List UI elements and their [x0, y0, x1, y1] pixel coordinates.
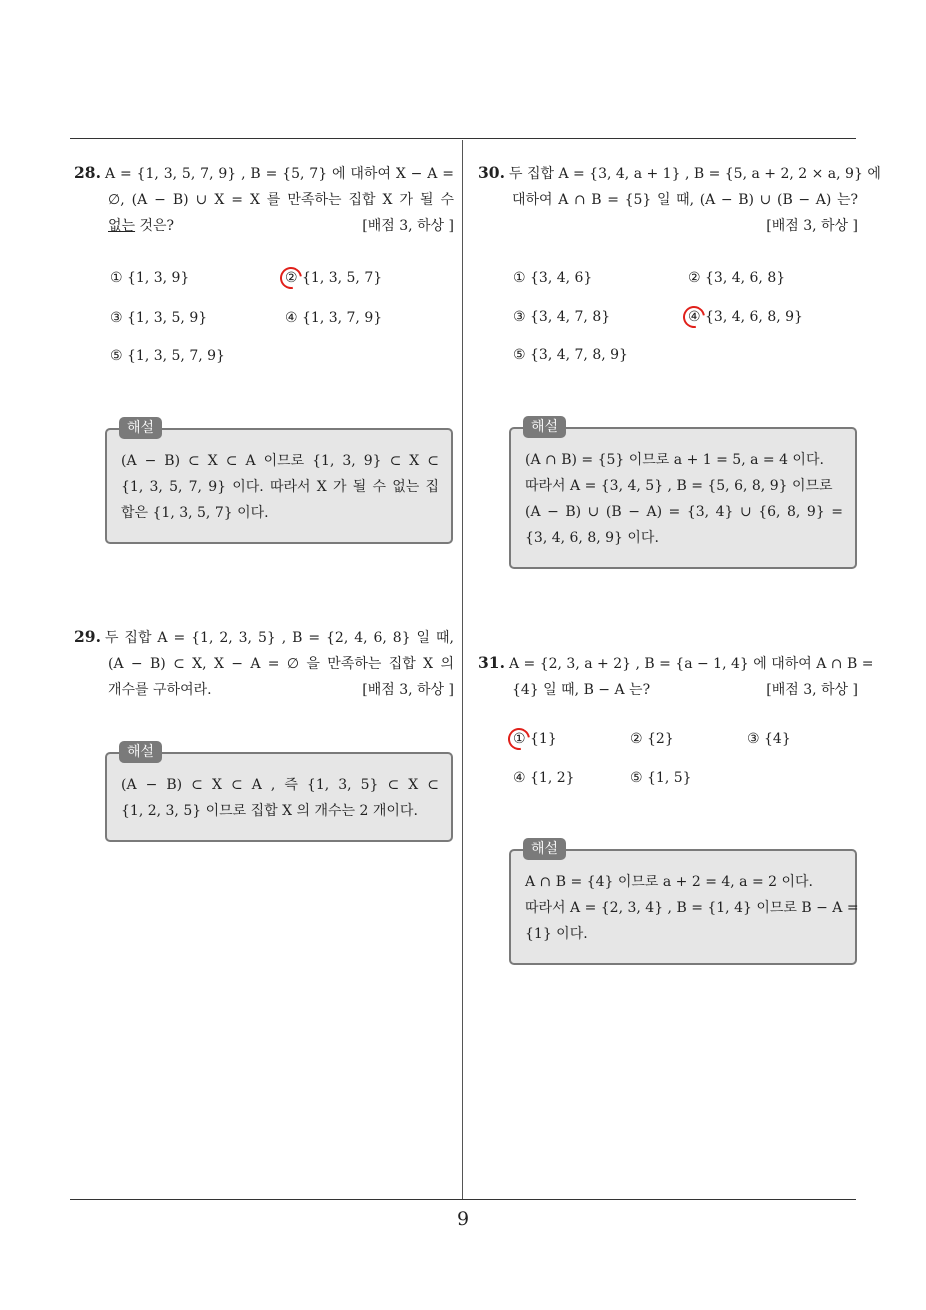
problem-28: [74, 160, 454, 239]
choice-2[interactable]: ② {3, 4, 6, 8}: [688, 270, 786, 286]
problem-number: 29.: [74, 627, 101, 646]
choice-1[interactable]: ① {1}: [513, 731, 557, 747]
solution-box-31: [509, 841, 859, 965]
choice-3[interactable]: ③ {4}: [747, 731, 791, 747]
problem-number: 28.: [74, 163, 101, 182]
question-line: 없는 것은? [배점 3, 하상 ]: [74, 213, 454, 239]
choice-4[interactable]: ④ {3, 4, 6, 8, 9}: [688, 309, 803, 325]
column-divider: [462, 140, 463, 1200]
question-line: 대하여 A ∩ B = {5} 일 때, (A − B) ∪ (B − A) 는?: [512, 192, 858, 208]
problem-31: [478, 650, 874, 703]
question-line: 개수를 구하여라. [배점 3, 하상 ]: [74, 677, 454, 703]
problem-number: 31.: [478, 653, 505, 672]
points-meta: [배점 3, 하상 ]: [362, 218, 454, 234]
solution-label: 해설: [523, 416, 566, 438]
solution-line: 따라서 A = {3, 4, 5} , B = {5, 6, 8, 9} 이므로: [525, 478, 833, 494]
points-meta: [배점 3, 하상 ]: [766, 218, 858, 234]
solution-line: (A ∩ B) = {5} 이므로 a + 1 = 5, a = 4 이다.: [525, 452, 824, 468]
choice-4[interactable]: ④ {1, 3, 7, 9}: [285, 310, 383, 326]
solution-label: 해설: [523, 838, 566, 860]
question-line: ∅, (A − B) ∪ X = X 를 만족하는 집합 X 가 될 수: [108, 192, 454, 208]
bottom-rule: [70, 1199, 856, 1200]
question-line: {4} 일 때, B − A 는? [배점 3, 하상 ]: [478, 677, 858, 703]
problem-29: [74, 624, 454, 703]
question-line: (A − B) ⊂ X, X − A = ∅ 을 만족하는 집합 X 의: [108, 656, 454, 672]
solution-line: (A − B) ⊂ X ⊂ A 이므로 {1, 3, 9} ⊂ X ⊂: [121, 453, 439, 469]
solution-line: (A − B) ∪ (B − A) = {3, 4} ∪ {6, 8, 9} =: [525, 504, 843, 520]
choice-1[interactable]: ① {1, 3, 9}: [110, 270, 190, 286]
question-line: 29. 두 집합 A = {1, 2, 3, 5} , B = {2, 4, 6, 8} 일 때,: [74, 627, 454, 646]
solution-line: (A − B) ⊂ X ⊂ A , 즉 {1, 3, 5} ⊂ X ⊂: [121, 777, 439, 793]
problem-number: 30.: [478, 163, 505, 182]
solution-line: {1, 2, 3, 5} 이므로 집합 X 의 개수는 2 개이다.: [121, 803, 418, 819]
choice-2[interactable]: ② {2}: [630, 731, 674, 747]
choice-3[interactable]: ③ {1, 3, 5, 9}: [110, 310, 208, 326]
solution-box-28: [105, 420, 453, 544]
choice-5[interactable]: ⑤ {3, 4, 7, 8, 9}: [513, 347, 628, 363]
choice-1[interactable]: ① {3, 4, 6}: [513, 270, 593, 286]
solution-line: A ∩ B = {4} 이므로 a + 2 = 4, a = 2 이다.: [525, 874, 814, 890]
points-meta: [배점 3, 하상 ]: [766, 682, 858, 698]
solution-line: {3, 4, 6, 8, 9} 이다.: [525, 530, 659, 546]
problem-30: [478, 160, 881, 239]
solution-box-29: [105, 744, 453, 842]
page-number: 9: [456, 1208, 470, 1230]
solution-line: {1} 이다.: [525, 926, 588, 942]
solution-label: 해설: [119, 417, 162, 439]
choice-5[interactable]: ⑤ {1, 5}: [630, 770, 692, 786]
choice-3[interactable]: ③ {3, 4, 7, 8}: [513, 309, 611, 325]
points-meta: [배점 3, 하상 ]: [362, 682, 454, 698]
top-rule: [70, 138, 856, 139]
choice-2[interactable]: ② {1, 3, 5, 7}: [285, 270, 383, 286]
choice-5[interactable]: ⑤ {1, 3, 5, 7, 9}: [110, 348, 225, 364]
question-line: 28. A = {1, 3, 5, 7, 9} , B = {5, 7} 에 대하여 X − A =: [74, 163, 454, 182]
solution-line: 합은 {1, 3, 5, 7} 이다.: [121, 505, 269, 521]
solution-label: 해설: [119, 741, 162, 763]
solution-line: {1, 3, 5, 7, 9} 이다. 따라서 X 가 될 수 없는 집: [121, 479, 439, 495]
question-line: 30. 두 집합 A = {3, 4, a + 1} , B = {5, a + 2, 2 × a, 9} 에: [478, 163, 881, 182]
solution-box-30: [509, 419, 857, 569]
solution-line: 따라서 A = {2, 3, 4} , B = {1, 4} 이므로 B − A =: [525, 900, 859, 916]
emphasis-underline: 없는: [108, 218, 136, 234]
question-line: 31. A = {2, 3, a + 2} , B = {a − 1, 4} 에 대하여 A ∩ B =: [478, 653, 874, 672]
choice-4[interactable]: ④ {1, 2}: [513, 770, 575, 786]
